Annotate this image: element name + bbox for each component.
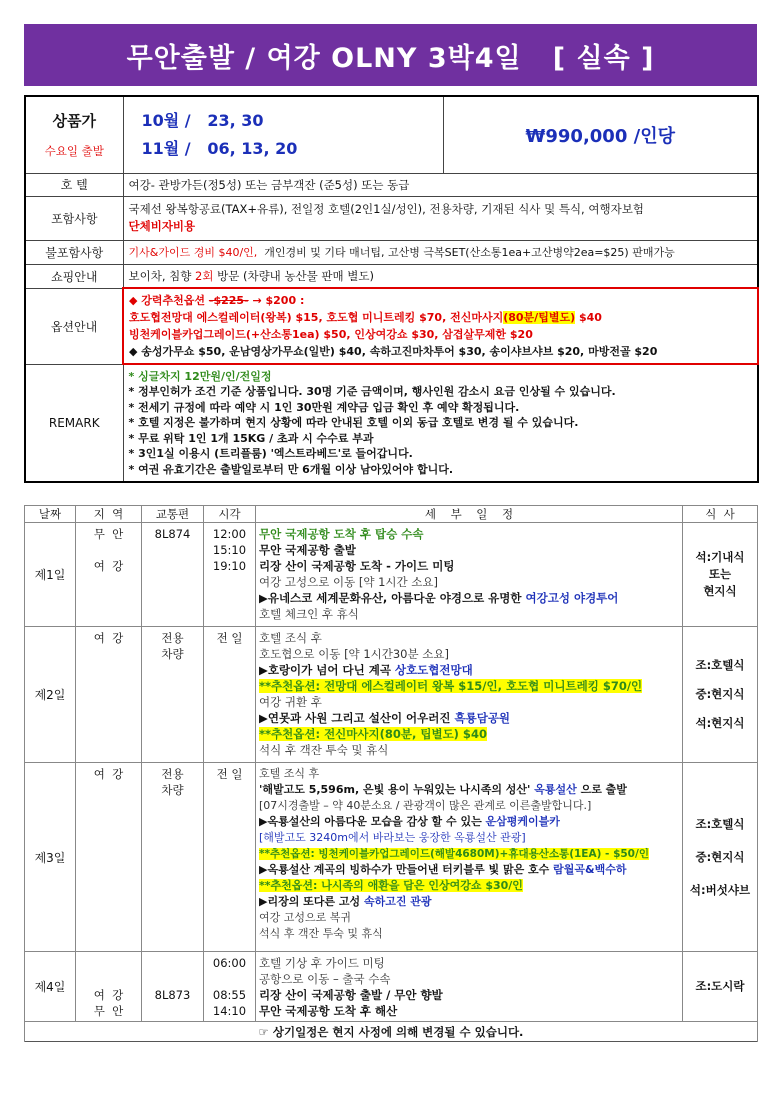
- day-1-region-1: 무 안: [93, 527, 124, 541]
- day-3-transport-1: 전용: [161, 767, 184, 781]
- day-3-meal-1: 조:호텔식: [695, 816, 745, 831]
- include-row: [25, 196, 758, 240]
- day-4-sched-2: 공항으로 이동 – 출국 수속: [259, 972, 391, 986]
- info-table: [24, 95, 759, 483]
- options-head-text: ◆ 강력추천옵션: [129, 294, 209, 307]
- day-3-sched-10: 여강 고성으로 복귀: [259, 911, 352, 924]
- day-4-time-3: 14:10: [212, 1004, 247, 1018]
- day-2-meal-1: 조:호텔식: [695, 658, 745, 672]
- day-1-sched-5: [259, 590, 679, 606]
- day-1-sched-1: 무안 국제공항 도착 후 탑승 수속: [259, 527, 424, 541]
- options-line-4: ◆ 송성가무쇼 $50, 운남영상가무쇼(일반) $40, 속하고진마차투어 $30, 송이샤브샤브 $20, 마방전골 $20: [129, 345, 658, 358]
- dates-cell: [123, 96, 443, 173]
- day-1-transport: [142, 523, 204, 627]
- day-4-meal-1: 조:도시락: [695, 979, 745, 993]
- day-2-transport-2: 차량: [161, 647, 184, 661]
- remark-line-2: * 정부인허가 조건 기준 상품입니다. 30명 기준 금액이며, 행사인원 감소시 요금 인상될 수 있습니다.: [128, 385, 616, 399]
- header-region: 지 역: [76, 506, 142, 523]
- day-3-region: [76, 763, 142, 952]
- itinerary-table: [24, 505, 758, 1042]
- include-cell: [123, 196, 758, 240]
- exclude-label: 불포함사항: [25, 240, 123, 264]
- day-1-time-3: 19:10: [212, 559, 247, 573]
- product-row: [25, 96, 758, 173]
- day-3-sched-8: [259, 878, 679, 894]
- day-1-time-1: 12:00: [212, 527, 247, 541]
- options-line-3: 빙천케이블카업그레이드(+산소통1ea) $50, 인상여강쇼 $30, 삼겹살무제한 $20: [129, 328, 533, 341]
- day-2-label: 제2일: [25, 627, 76, 763]
- day-2-sched-8: 석식 후 객잔 투숙 및 휴식: [259, 743, 389, 757]
- options-line-2b: (80분/팁별도): [503, 311, 576, 324]
- day-3-sched-7b: 람월곡&백수하: [553, 863, 627, 876]
- day-3-sched-2b: 옥룡설산: [534, 783, 577, 796]
- options-new-price: → $200 :: [248, 294, 305, 307]
- remark-line-3: * 전세기 규정에 따라 예약 시 1인 30만원 계약금 입금 확인 후 예약 확정됩니다.: [128, 400, 520, 414]
- day-2-sched-5: 여강 귀환 후: [259, 695, 322, 709]
- options-label: 옵션안내: [25, 288, 123, 364]
- day-3-sched-2c: 으로 출발: [576, 783, 627, 796]
- header-transport: 교통편: [142, 506, 204, 523]
- title-banner: [24, 24, 757, 86]
- day-2-sched-6a: ▶연못과 사원 그리고 설산이 어우러진: [259, 711, 455, 725]
- day-4-meals: [683, 952, 758, 1022]
- day-2-meal-3: 석:현지식: [695, 716, 745, 730]
- exclude-row: [25, 240, 758, 264]
- date-november: 11월 / 06, 13, 20: [141, 138, 298, 158]
- day-4-times: [204, 952, 256, 1022]
- day-3-sched-1: 호텔 조식 후: [259, 767, 320, 780]
- options-old-price: -$225-: [208, 294, 249, 307]
- day-2-schedule: [256, 627, 683, 763]
- include-label: 포함사항: [25, 196, 123, 240]
- day-2-row: [25, 627, 758, 763]
- include-line-2: 단체비자비용: [128, 219, 196, 233]
- day-1-sched-4: 여강 고성으로 이동 [약 1시간 소요]: [259, 575, 438, 589]
- day-3-sched-7a: ▶옥룡설산 계곡의 빙하수가 만들어낸 터키블루 빛 맑은 호수: [259, 863, 554, 876]
- day-4-flight: 8L873: [154, 988, 191, 1002]
- footer-note: ☞ 상기일정은 현지 사정에 의해 변경될 수 있습니다.: [25, 1022, 758, 1042]
- day-3-meal-3: 석:버섯샤브: [689, 882, 751, 897]
- day-3-region-1: 여 강: [93, 767, 124, 781]
- day-1-meals: [683, 523, 758, 627]
- day-2-sched-2: 호도협으로 이동 [약 1시간30분 소요]: [259, 647, 449, 661]
- day-3-sched-7: [259, 862, 679, 878]
- day-3-sched-2a: '해발고도 5,596m, 은빛 용이 누워있는 나시족의 성산': [259, 783, 535, 796]
- day-3-sched-2: [259, 782, 679, 798]
- shopping-count: 2회: [195, 268, 214, 283]
- options-row: [25, 288, 758, 364]
- day-3-meals: [683, 763, 758, 952]
- day-2-transport-1: 전용: [161, 631, 184, 645]
- day-3-sched-3: [07시경출발 – 약 40분소요 / 관광객이 많은 관계로 이른출발합니다.]: [259, 799, 592, 812]
- day-1-sched-6: 호텔 체크인 후 휴식: [259, 607, 359, 621]
- remark-line-6: * 3인1실 이용시 (트리플룸) '엑스트라베드'로 들어갑니다.: [128, 447, 413, 461]
- day-2-sched-3a: ▶호랑이가 넘어 다닌 계곡: [259, 663, 395, 677]
- day-4-label: 제4일: [25, 952, 76, 1022]
- shopping-pre: 보이차, 침향: [128, 268, 196, 283]
- remark-row: [25, 364, 758, 482]
- day-4-time-1: 06:00: [212, 956, 247, 970]
- page-title: 무안출발 / 여강 OLNY 3박4일 [ 실속 ]: [126, 42, 655, 74]
- day-3-time: 전 일: [216, 767, 243, 781]
- day-3-sched-9a: ▶리장의 또다른 고성: [259, 895, 364, 908]
- header-meal: 식 사: [683, 506, 758, 523]
- departure-day-label: 수요일 출발: [44, 144, 104, 159]
- day-2-time-cell: [204, 627, 256, 763]
- day-4-region: [76, 952, 142, 1022]
- guide-fee: 기사&가이드 경비 $40/인,: [128, 246, 258, 259]
- day-2-meal-2: 중:현지식: [695, 687, 745, 701]
- product-label-cell: [25, 96, 123, 173]
- shopping-label: 쇼핑안내: [25, 264, 123, 288]
- day-1-schedule: [256, 523, 683, 627]
- day-3-sched-5: [해발고도 3240m에서 바라보는 웅장한 옥룡설산 관광]: [259, 831, 526, 844]
- day-3-sched-6-text: **추천옵션: 빙천케이블카업그레이드(해발4680M)+휴대용산소통(1EA) - $50/인: [259, 848, 649, 860]
- day-2-sched-3: [259, 662, 679, 678]
- day-4-sched-3: 리장 산이 국제공항 출발 / 무안 향발: [259, 988, 443, 1002]
- day-3-meal-2: 중:현지식: [695, 849, 745, 864]
- remark-line-7: * 여권 유효기간은 출발일로부터 만 6개월 이상 남아있어야 합니다.: [128, 462, 453, 476]
- day-1-times: [204, 523, 256, 627]
- day-3-transport: [142, 763, 204, 952]
- day-2-sched-6: [259, 710, 679, 726]
- options-line-2a: 호도협전망대 에스컬레이터(왕복) $15, 호도협 미니트레킹 $70, 전신마사지: [129, 311, 504, 324]
- day-1-label: 제1일: [25, 523, 76, 627]
- day-1-sched-3: 리장 산이 국제공항 도착 - 가이드 미팅: [259, 559, 455, 573]
- itinerary-header: [25, 506, 758, 523]
- day-1-region-2: 여 강: [93, 559, 124, 573]
- day-1-sched-5a: ▶유네스코 세계문화유산, 아름다운 야경으로 유명한: [259, 591, 526, 605]
- day-2-region-1: 여 강: [93, 631, 124, 645]
- day-3-time-cell: [204, 763, 256, 952]
- options-head: [129, 292, 752, 309]
- shopping-cell: [123, 264, 758, 288]
- day-4-transport: [142, 952, 204, 1022]
- day-2-sched-7-text: **추천옵션: 전신마사지(80분, 팁별도) $40: [259, 727, 487, 741]
- day-3-row: [25, 763, 758, 952]
- day-3-sched-9: [259, 894, 679, 910]
- remark-line-5: * 무료 위탁 1인 1개 15KG / 초과 시 수수료 부과: [128, 431, 374, 445]
- day-3-label: 제3일: [25, 763, 76, 952]
- include-line-1: 국제선 왕복항공료(TAX+유류), 전일정 호텔(2인1실/성인), 전용차량, 기재된 식사 및 특식, 여행자보험: [128, 202, 644, 216]
- day-2-time: 전 일: [216, 631, 243, 645]
- day-1-row: [25, 523, 758, 627]
- day-4-region-1: 여 강: [93, 988, 124, 1002]
- remark-line-4: * 호텔 지정은 불가하며 현지 상황에 따라 안내된 호텔 이외 동급 호텔로 변경 될 수 있습니다.: [128, 416, 579, 430]
- header-time: 시각: [204, 506, 256, 523]
- itinerary-footer: [25, 1022, 758, 1042]
- day-2-transport: [142, 627, 204, 763]
- header-date: 날짜: [25, 506, 76, 523]
- options-line-2: [129, 309, 752, 326]
- day-1-meal-2: 또는: [708, 567, 732, 581]
- day-4-schedule: [256, 952, 683, 1022]
- header-schedule: 세 부 일 정: [256, 506, 683, 523]
- shopping-post: 방문 (차량내 농산물 판매 별도): [213, 268, 375, 283]
- day-1-time-2: 15:10: [212, 543, 247, 557]
- day-1-meal-3: 현지식: [703, 584, 737, 598]
- remark-line-1: * 싱글차지 12만원/인/전일정: [128, 369, 272, 383]
- day-3-sched-9b: 속하고진 관광: [363, 895, 432, 908]
- hotel-label: 호 텔: [25, 173, 123, 196]
- day-2-sched-1: 호텔 조식 후: [259, 631, 322, 645]
- day-3-sched-4: [259, 814, 679, 830]
- hotel-text: 여강- 관방가든(정5성) 또는 금부객잔 (준5성) 또는 동급: [123, 173, 758, 196]
- day-3-transport-2: 차량: [161, 783, 184, 797]
- day-2-sched-4-text: **추천옵션: 전망대 에스컬레이터 왕복 $15/인, 호도협 미니트레킹 $70/인: [259, 679, 643, 693]
- day-4-sched-4: 무안 국제공항 도착 후 해산: [259, 1004, 398, 1018]
- day-2-meals: [683, 627, 758, 763]
- day-2-region: [76, 627, 142, 763]
- day-4-time-2: 08:55: [212, 988, 247, 1002]
- day-2-sched-4: [259, 678, 679, 694]
- hotel-row: [25, 173, 758, 196]
- day-1-flight: 8L874: [154, 527, 191, 541]
- options-cell: [123, 288, 758, 364]
- exclude-cell: [123, 240, 758, 264]
- day-1-sched-5b: 여강고성 야경투어: [525, 591, 619, 605]
- price-cell: [443, 96, 758, 173]
- day-2-sched-6b: 흑룡담공원: [454, 711, 511, 725]
- day-3-sched-8-text: **추천옵션: 나시족의 애환을 담은 인상여강쇼 $30/인: [259, 879, 523, 892]
- day-3-sched-11: 석식 후 객잔 투숙 및 휴식: [259, 927, 383, 940]
- day-3-sched-6: [259, 846, 679, 862]
- remark-cell: [123, 364, 758, 482]
- price: ₩990,000 /인당: [525, 125, 675, 147]
- exclude-text: 개인경비 및 기타 매너팁, 고산병 극복SET(산소통1ea+고산병약2ea=$25) 판매가능: [257, 246, 675, 259]
- day-1-region: [76, 523, 142, 627]
- day-3-sched-4a: ▶옥룡설산의 아름다운 모습을 감상 할 수 있는: [259, 815, 486, 828]
- day-4-sched-1: 호텔 기상 후 가이드 미팅: [259, 956, 385, 970]
- day-4-row: [25, 952, 758, 1022]
- day-4-region-2: 무 안: [93, 1004, 124, 1018]
- day-3-schedule: [256, 763, 683, 952]
- date-october: 10월 / 23, 30: [141, 110, 264, 130]
- day-1-sched-2: 무안 국제공항 출발: [259, 543, 356, 557]
- day-2-sched-7: [259, 726, 679, 742]
- shopping-row: [25, 264, 758, 288]
- remark-label: REMARK: [25, 364, 123, 482]
- product-label: 상품가: [52, 112, 96, 131]
- options-line-2c: $40: [575, 311, 602, 324]
- day-3-sched-4b: 운삼평케이블카: [485, 815, 560, 828]
- day-1-meal-1: 석:기내식: [695, 550, 745, 564]
- day-2-sched-3b: 상호도협전망대: [394, 663, 473, 677]
